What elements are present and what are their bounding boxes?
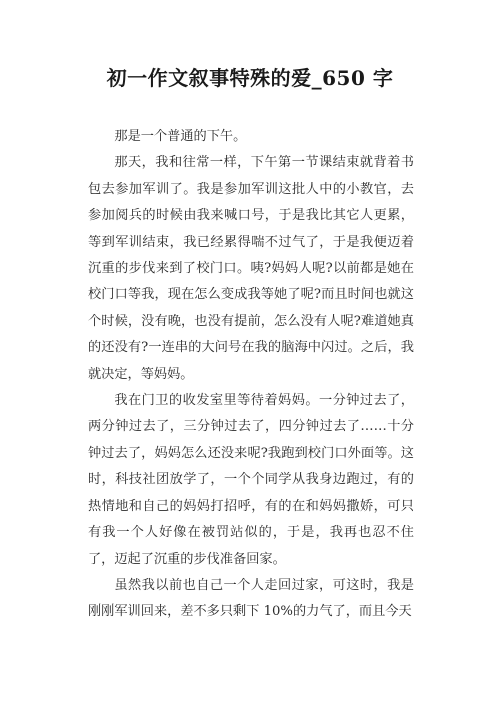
paragraph-4: 虽然我以前也自己一个人走回过家，可这时，我是刚刚军训回来，差不多只剩下 10%的力气了，而且今天 — [88, 577, 414, 620]
paragraph-1: 那是一个普通的下午。 — [114, 129, 247, 144]
document-title: 初一作文叙事特殊的爱_650 字 — [106, 66, 394, 90]
document-body — [88, 124, 414, 626]
paragraph-3: 我在门卫的收发室里等待着妈妈。一分钟过去了，两分钟过去了，三分钟过去了，四分钟过去了……十分钟过去了，妈妈怎么还没来呢?我跑到校门口外面等。这时，科技社团放学了，一个个同学从我身边跑过，有的热情地和自己的妈妈打招呼，有的在和妈妈撒娇，可只有我一个人好像在被罚站似的，于是，我再也忍不住了，迈起了沉重的步伐准备回家。 — [88, 393, 414, 567]
paragraph-2: 那天，我和往常一样，下午第一节课结束就背着书包去参加军训了。我是参加军训这批人中的小教官，去参加阅兵的时候由我来喊口号，于是我比其它人更累，等到军训结束，我已经累得喘不过气了，于是我便迈着沉重的步伐来到了校门口。咦?妈妈人呢?以前都是她在校门口等我，现在怎么变成我等她了呢?而且时间也就这个时候，没有晚，也没有提前，怎么没有人呢?难道她真的还没有?一连串的大问号在我的脑海中闪过。之后，我就决定，等妈妈。 — [88, 155, 414, 382]
